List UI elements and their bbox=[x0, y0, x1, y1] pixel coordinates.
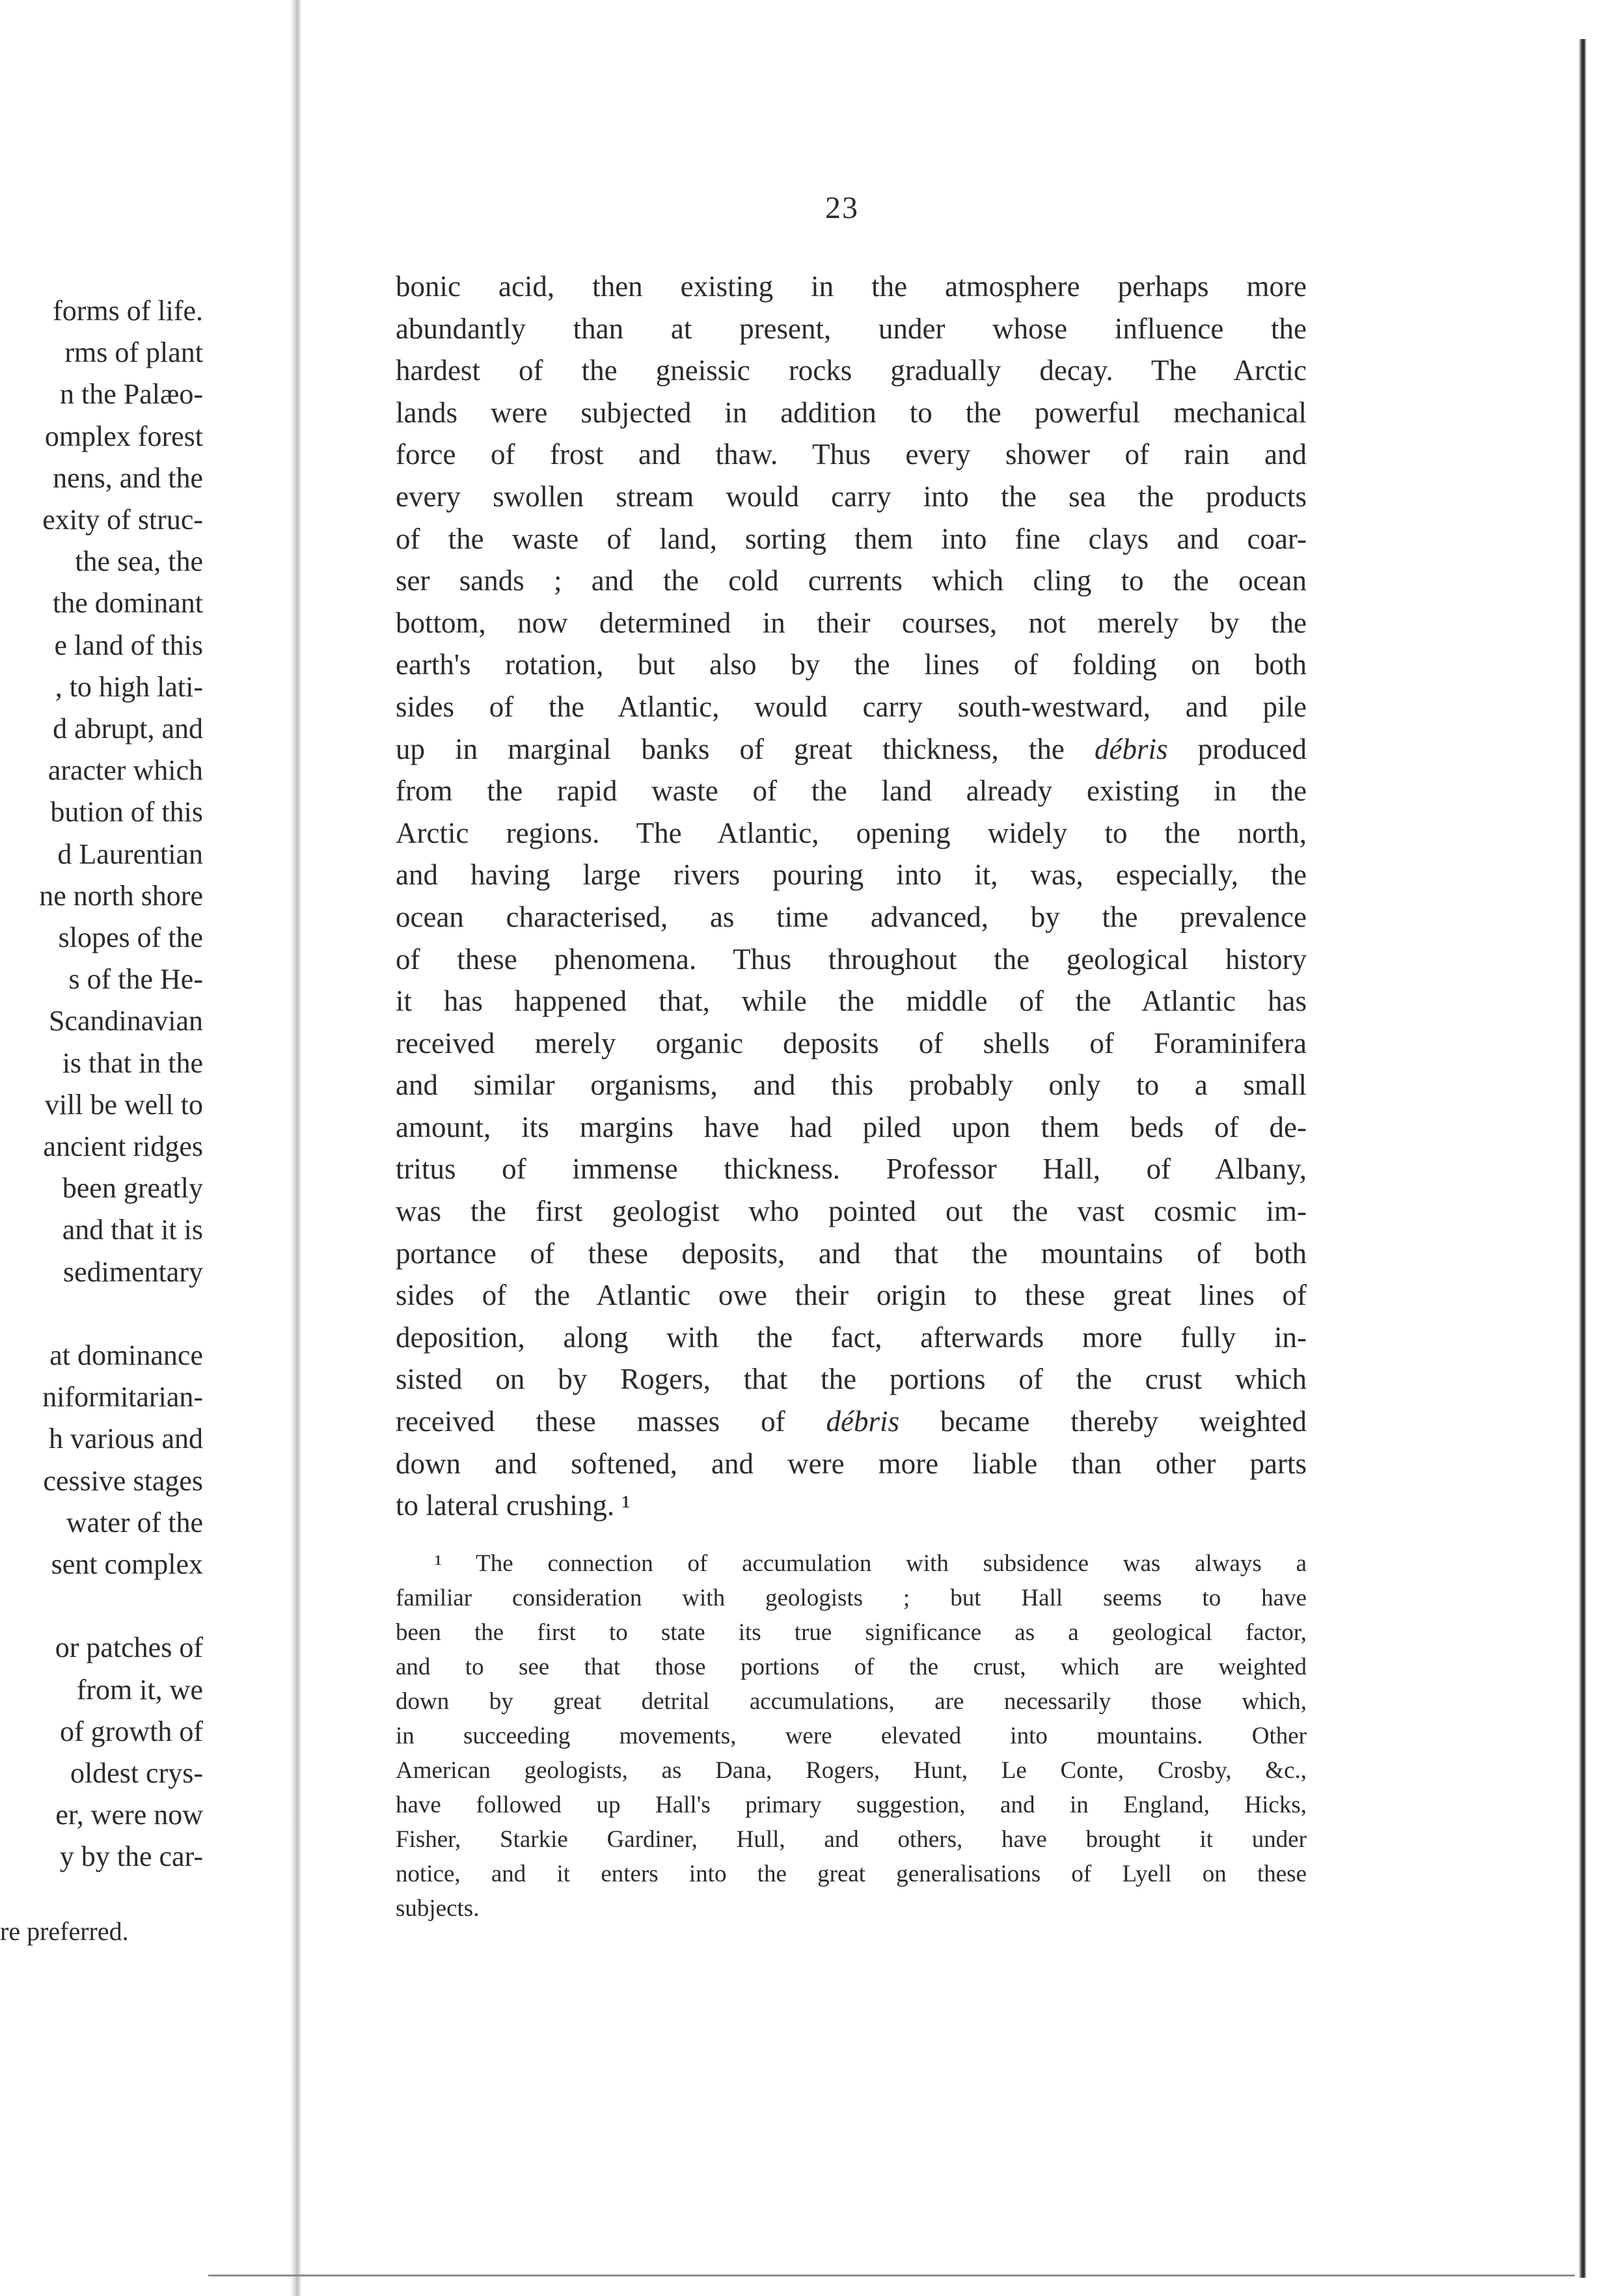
body-line bbox=[396, 812, 1307, 854]
book-gutter bbox=[290, 0, 302, 2296]
footnote-line: Fisher, Starkie Gardiner, Hull, and others, have brought it under bbox=[396, 1826, 1307, 1853]
body-line-text: bottom, now determined in their courses, not merely by the bbox=[396, 606, 1307, 639]
facing-page-line: bution of this bbox=[50, 796, 203, 828]
body-line bbox=[396, 686, 1307, 728]
facing-page-bottom-line: re preferred. bbox=[0, 1917, 129, 1946]
body-line-text: from the rapid waste of the land already existing in the bbox=[396, 774, 1307, 808]
body-line-text: and having large rivers pouring into it, was, especially, the bbox=[396, 858, 1307, 892]
body-line-text: of the waste of land, sorting them into fine clays and coar- bbox=[396, 522, 1307, 555]
footnote-line: notice, and it enters into the great generalisations of Lyell on these bbox=[396, 1861, 1307, 1887]
italic-term: débris bbox=[826, 1405, 899, 1438]
body-line bbox=[396, 1358, 1307, 1401]
body-line-text: sides of the Atlantic, would carry south-westward, and pile bbox=[396, 690, 1307, 723]
body-line-text: abundantly than at present, under whose influence the bbox=[396, 312, 1307, 345]
body-line-text: Arctic regions. The Atlantic, opening widely to the north, bbox=[396, 816, 1307, 849]
footnote-line: familiar consideration with geologists ; but Hall seems to have bbox=[396, 1585, 1307, 1611]
facing-page-line: is that in the bbox=[62, 1046, 203, 1079]
body-line-text: and similar organisms, and this probably only to a small bbox=[396, 1069, 1307, 1102]
body-line bbox=[396, 266, 1307, 308]
body-line-text: hardest of the gneissic rocks gradually decay. The Arctic bbox=[396, 354, 1307, 387]
body-line-text: sides of the Atlantic owe their origin to these great lines of bbox=[396, 1279, 1307, 1312]
facing-page-line: niformitarian- bbox=[42, 1381, 203, 1414]
body-line bbox=[396, 1401, 1307, 1443]
facing-page-line: forms of life. bbox=[53, 295, 203, 327]
body-line-text: force of frost and thaw. Thus every shower of rain and bbox=[396, 438, 1307, 471]
footnote-line: and to see that those portions of the crust, which are weighted bbox=[396, 1654, 1307, 1680]
facing-page-line: n the Palæo- bbox=[60, 378, 203, 411]
page-number: 23 bbox=[825, 191, 859, 225]
footnote-line: in succeeding movements, were elevated into mountains. Other bbox=[396, 1723, 1307, 1749]
body-line bbox=[396, 1148, 1307, 1190]
facing-page-line: at dominance bbox=[49, 1339, 203, 1371]
body-line-text: was the first geologist who pointed out the vast cosmic im- bbox=[396, 1195, 1307, 1228]
body-line-text: down and softened, and were more liable than other parts bbox=[396, 1447, 1307, 1480]
body-line bbox=[396, 560, 1307, 602]
body-line-text: it has happened that, while the middle of the Atlantic has bbox=[396, 985, 1307, 1018]
facing-page-line: from it, we bbox=[76, 1673, 203, 1706]
facing-page-line: e land of this bbox=[54, 629, 203, 661]
body-line bbox=[396, 392, 1307, 434]
facing-page-line: the sea, the bbox=[75, 545, 203, 578]
footnote-line: ¹ The connection of accumulation with subsidence was always a bbox=[435, 1550, 1307, 1577]
body-line bbox=[396, 1064, 1307, 1106]
body-line bbox=[396, 602, 1307, 644]
body-text bbox=[396, 266, 1307, 1527]
body-line-text: of these phenomena. Thus throughout the geological history bbox=[396, 942, 1307, 976]
body-line-text: sisted on by Rogers, that the portions of the crust which bbox=[396, 1363, 1307, 1396]
body-line-text: amount, its margins have had piled upon them beds of de- bbox=[396, 1110, 1307, 1143]
body-line bbox=[396, 728, 1307, 771]
facing-page-line: aracter which bbox=[48, 754, 203, 787]
body-line bbox=[396, 349, 1307, 392]
facing-page-line: y by the car- bbox=[59, 1840, 203, 1873]
body-line-text: received merely organic deposits of shells of Foraminifera bbox=[396, 1026, 1307, 1059]
facing-page-line: s of the He- bbox=[68, 963, 203, 996]
facing-page-line: d Laurentian bbox=[57, 838, 203, 870]
body-line bbox=[396, 854, 1307, 896]
facing-page-line: cessive stages bbox=[43, 1464, 203, 1497]
body-line-text: produced bbox=[1167, 732, 1307, 765]
body-line-text: became thereby weighted bbox=[899, 1405, 1307, 1438]
footnote-line: subjects. bbox=[396, 1895, 480, 1922]
body-line-text: deposition, along with the fact, afterwards more fully in- bbox=[396, 1320, 1307, 1354]
facing-page-line: water of the bbox=[66, 1506, 203, 1538]
facing-page-line: ancient ridges bbox=[43, 1130, 203, 1162]
facing-page-line: oldest crys- bbox=[70, 1757, 203, 1789]
footnote-line: been the first to state its true significance as a geological factor, bbox=[396, 1619, 1307, 1646]
facing-page-line: ne north shore bbox=[39, 879, 203, 912]
body-line bbox=[396, 1274, 1307, 1317]
footnote bbox=[396, 1546, 1307, 1926]
body-line bbox=[396, 1022, 1307, 1065]
body-line bbox=[396, 644, 1307, 686]
facing-page-line: the dominant bbox=[53, 587, 203, 620]
page-edge bbox=[1579, 39, 1586, 2278]
body-line bbox=[396, 770, 1307, 812]
facing-page-line: sent complex bbox=[51, 1548, 203, 1580]
facing-page-line: of growth of bbox=[60, 1715, 203, 1747]
facing-page-line: Scandinavian bbox=[48, 1005, 203, 1037]
facing-page-line: exity of struc- bbox=[42, 504, 203, 536]
body-line-text: portance of these deposits, and that the mountains of both bbox=[396, 1237, 1307, 1270]
body-line-text: ocean characterised, as time advanced, by the prevalence bbox=[396, 900, 1307, 933]
body-line bbox=[396, 476, 1307, 518]
body-line-text: bonic acid, then existing in the atmosphere perhaps more bbox=[396, 270, 1307, 303]
facing-page-line: rms of plant bbox=[64, 336, 203, 369]
facing-page-line: , to high lati- bbox=[55, 670, 203, 703]
body-line bbox=[396, 518, 1307, 560]
body-line bbox=[396, 1106, 1307, 1149]
body-line-text: to lateral crushing. ¹ bbox=[396, 1489, 631, 1522]
bottom-edge bbox=[208, 2275, 1575, 2276]
footnote-line: down by great detrital accumulations, are necessarily those which, bbox=[396, 1688, 1307, 1715]
facing-page-line: omplex forest bbox=[44, 420, 203, 452]
footnote-line: American geologists, as Dana, Rogers, Hunt, Le Conte, Crosby, &c., bbox=[396, 1757, 1307, 1784]
facing-page-line: d abrupt, and bbox=[53, 713, 203, 745]
footnote-line: have followed up Hall's primary suggestion, and in England, Hicks, bbox=[396, 1792, 1307, 1818]
body-line-text: tritus of immense thickness. Professor Hall, of Albany, bbox=[396, 1153, 1307, 1186]
body-line bbox=[396, 308, 1307, 350]
facing-page-line: h various and bbox=[48, 1423, 203, 1455]
facing-page-line: nens, and the bbox=[53, 461, 203, 494]
body-line bbox=[396, 1190, 1307, 1233]
body-line-text: lands were subjected in addition to the powerful mechanical bbox=[396, 396, 1307, 429]
body-line bbox=[396, 896, 1307, 938]
body-line bbox=[396, 1484, 1307, 1527]
facing-page-line: slopes of the bbox=[58, 922, 203, 953]
facing-page-line: vill be well to bbox=[44, 1088, 203, 1121]
body-line-text: up in marginal banks of great thickness, the bbox=[396, 732, 1095, 765]
body-line bbox=[396, 1233, 1307, 1275]
body-line bbox=[396, 433, 1307, 476]
body-line bbox=[396, 938, 1307, 981]
body-line bbox=[396, 1443, 1307, 1485]
facing-page-line: er, were now bbox=[55, 1799, 203, 1831]
facing-page-line: and that it is bbox=[62, 1214, 203, 1246]
facing-page-line: or patches of bbox=[55, 1632, 203, 1664]
body-line-text: earth's rotation, but also by the lines of folding on both bbox=[396, 648, 1307, 681]
facing-page-line: sedimentary bbox=[62, 1255, 203, 1288]
body-line bbox=[396, 1317, 1307, 1359]
body-line-text: every swollen stream would carry into the sea the products bbox=[396, 480, 1307, 513]
italic-term: débris bbox=[1094, 732, 1168, 765]
facing-page-line: been greatly bbox=[62, 1172, 203, 1205]
body-line-text: received these masses of bbox=[396, 1405, 826, 1438]
body-line-text: ser sands ; and the cold currents which cling to the ocean bbox=[396, 564, 1307, 597]
body-line bbox=[396, 980, 1307, 1022]
